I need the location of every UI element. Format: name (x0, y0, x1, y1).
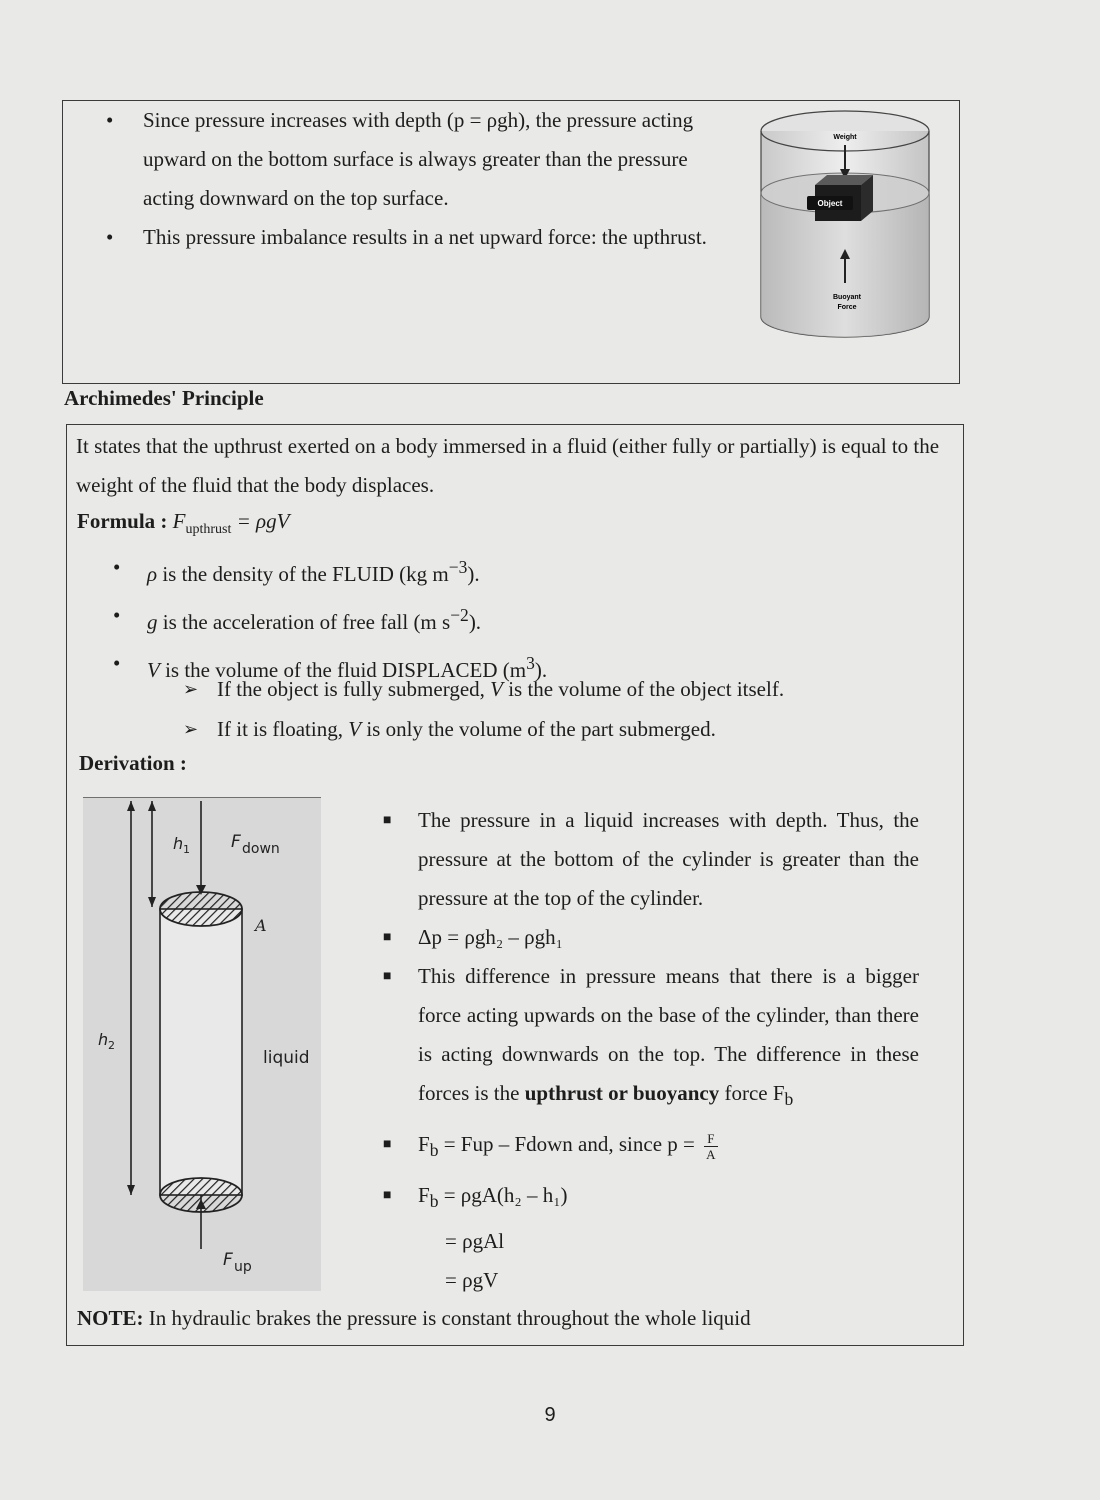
cylinder-body (160, 909, 242, 1195)
section-heading: Archimedes' Principle (64, 386, 264, 410)
sub-point-symbol: V (490, 677, 503, 701)
note-label: NOTE: (77, 1306, 144, 1330)
bullet-icon: • (113, 651, 121, 675)
liquid-label: liquid (263, 1048, 310, 1068)
list-item (183, 709, 883, 749)
formula-rhs: = ρgV (231, 509, 290, 533)
arrow-bullet-icon: ➢ (183, 719, 199, 739)
svg-text:Weight: Weight (833, 134, 857, 141)
buoyant-force-diagram (757, 107, 933, 343)
list-item (379, 1176, 919, 1221)
variable-end: ). (534, 658, 548, 682)
square-bullet-icon: ■ (383, 1188, 392, 1204)
derivation-text: The pressure in a liquid increases with depth. Thus, the pressure at the bottom of the cylinder is greater than the pressure at the top of the cylinder. (418, 808, 919, 910)
svg-text:1: 1 (183, 843, 190, 856)
derivation-text: This difference in pressure means that there is a bigger force acting upwards on the base of the cylinder, than there is acting downwards on the top. The difference in these forces is the (418, 964, 919, 1105)
note-text: In hydraulic brakes the pressure is constant throughout the whole liquid (143, 1306, 751, 1330)
bullet-icon: • (106, 108, 114, 132)
square-bullet-icon: ■ (383, 930, 392, 945)
force-equation: = Fup – Fdown and, since p = (438, 1132, 701, 1157)
unit-exponent: 3 (526, 653, 535, 673)
formula-line (77, 503, 289, 548)
sub-point-text: is the volume of the object itself. (502, 677, 785, 701)
equation-continuation: = ρgV (445, 1267, 499, 1292)
cylinder-top-face (160, 892, 242, 926)
area-label: A (255, 916, 267, 935)
list-item (379, 957, 919, 1119)
list-item (103, 101, 743, 218)
square-bullet-icon: ■ (383, 1137, 392, 1153)
upthrust-bullet-list (103, 101, 743, 257)
variable-text: is the acceleration of free fall (m s (157, 610, 451, 634)
note-line (77, 1303, 751, 1333)
subscript: b (429, 1140, 439, 1161)
upthrust-term: upthrust or buoyancy (524, 1081, 720, 1105)
bullet-text: Since pressure increases with depth (p = ρgh), the pressure acting upward on the bottom surface is always greater than the pressure acting downward on the top surface. (143, 108, 694, 210)
list-item (183, 669, 883, 709)
list-item (113, 595, 913, 643)
formula-subscript: upthrust (185, 522, 232, 538)
bullet-icon: • (113, 555, 121, 579)
sub-point-text: is only the volume of the part submerged. (361, 717, 716, 741)
variable-text: is the density of the FLUID (kg m (157, 562, 449, 586)
variable-symbol: V (147, 658, 160, 682)
equation-continuation: = ρgAl (445, 1228, 505, 1253)
formula-label: Formula : (77, 509, 168, 533)
arrow-bullet-icon: ➢ (183, 679, 199, 699)
variable-text: is the volume of the fluid DISPLACED (m (159, 658, 527, 682)
variable-end: ). (467, 562, 480, 586)
variable-end: ). (468, 610, 482, 634)
buoyant-label: Buoyant (833, 294, 861, 301)
bullet-icon: • (113, 603, 121, 627)
svg-text:2: 2 (108, 1039, 115, 1052)
sub-point-text: If it is floating, (217, 717, 349, 741)
sub-point-text: If the object is fully submerged, (217, 677, 491, 701)
pressure-difference-equation: Δp = ρgh₂ – ρgh₁ (418, 925, 563, 949)
cylinder-derivation-diagram (83, 797, 321, 1291)
archimedes-principle-box (66, 424, 964, 1346)
pressure-fraction: $\frac{F}{A}$ (706, 1130, 716, 1162)
derivation-heading: Derivation : (79, 751, 187, 775)
force-label: Force (837, 304, 857, 311)
subscript: b (429, 1191, 439, 1212)
list-item (103, 218, 743, 257)
volume-sub-points (183, 669, 883, 749)
svg-text:h: h (173, 834, 184, 853)
weight-label (833, 134, 857, 141)
variable-symbol: ρ (147, 562, 158, 586)
list-item (379, 801, 919, 918)
svg-text:h: h (98, 1030, 109, 1049)
square-bullet-icon: ■ (383, 969, 392, 984)
force-symbol: F (418, 1183, 430, 1208)
unit-exponent: −3 (448, 557, 468, 577)
svg-text:F: F (223, 1250, 233, 1270)
upthrust-explanation-box (62, 100, 960, 384)
formula-symbol: F (172, 509, 186, 533)
unit-exponent: −2 (450, 605, 469, 625)
derivation-steps (379, 801, 919, 1300)
list-item (379, 918, 919, 957)
derivation-text: force F (719, 1081, 785, 1105)
force-symbol: F (418, 1132, 430, 1157)
svg-text:up: up (234, 1259, 252, 1275)
square-bullet-icon: ■ (383, 813, 392, 828)
variable-symbol: g (147, 610, 158, 634)
subscript: b (784, 1089, 794, 1110)
force-equation: = ρgA(h₂ – h₁) (438, 1183, 568, 1208)
bullet-text: This pressure imbalance results in a net upward force: the upthrust. (143, 225, 707, 249)
svg-text:down: down (242, 841, 280, 857)
sub-point-symbol: V (348, 717, 362, 741)
list-item (379, 1125, 919, 1170)
bullet-icon: • (106, 225, 114, 249)
list-item (113, 547, 913, 595)
principle-definition: It states that the upthrust exerted on a body immersed in a fluid (either fully or partially) is equal to the weight of the fluid that the body displaces. (76, 434, 940, 497)
svg-text:Object: Object (817, 199, 843, 208)
page-number: 9 (544, 1404, 556, 1426)
svg-text:F: F (231, 832, 241, 852)
